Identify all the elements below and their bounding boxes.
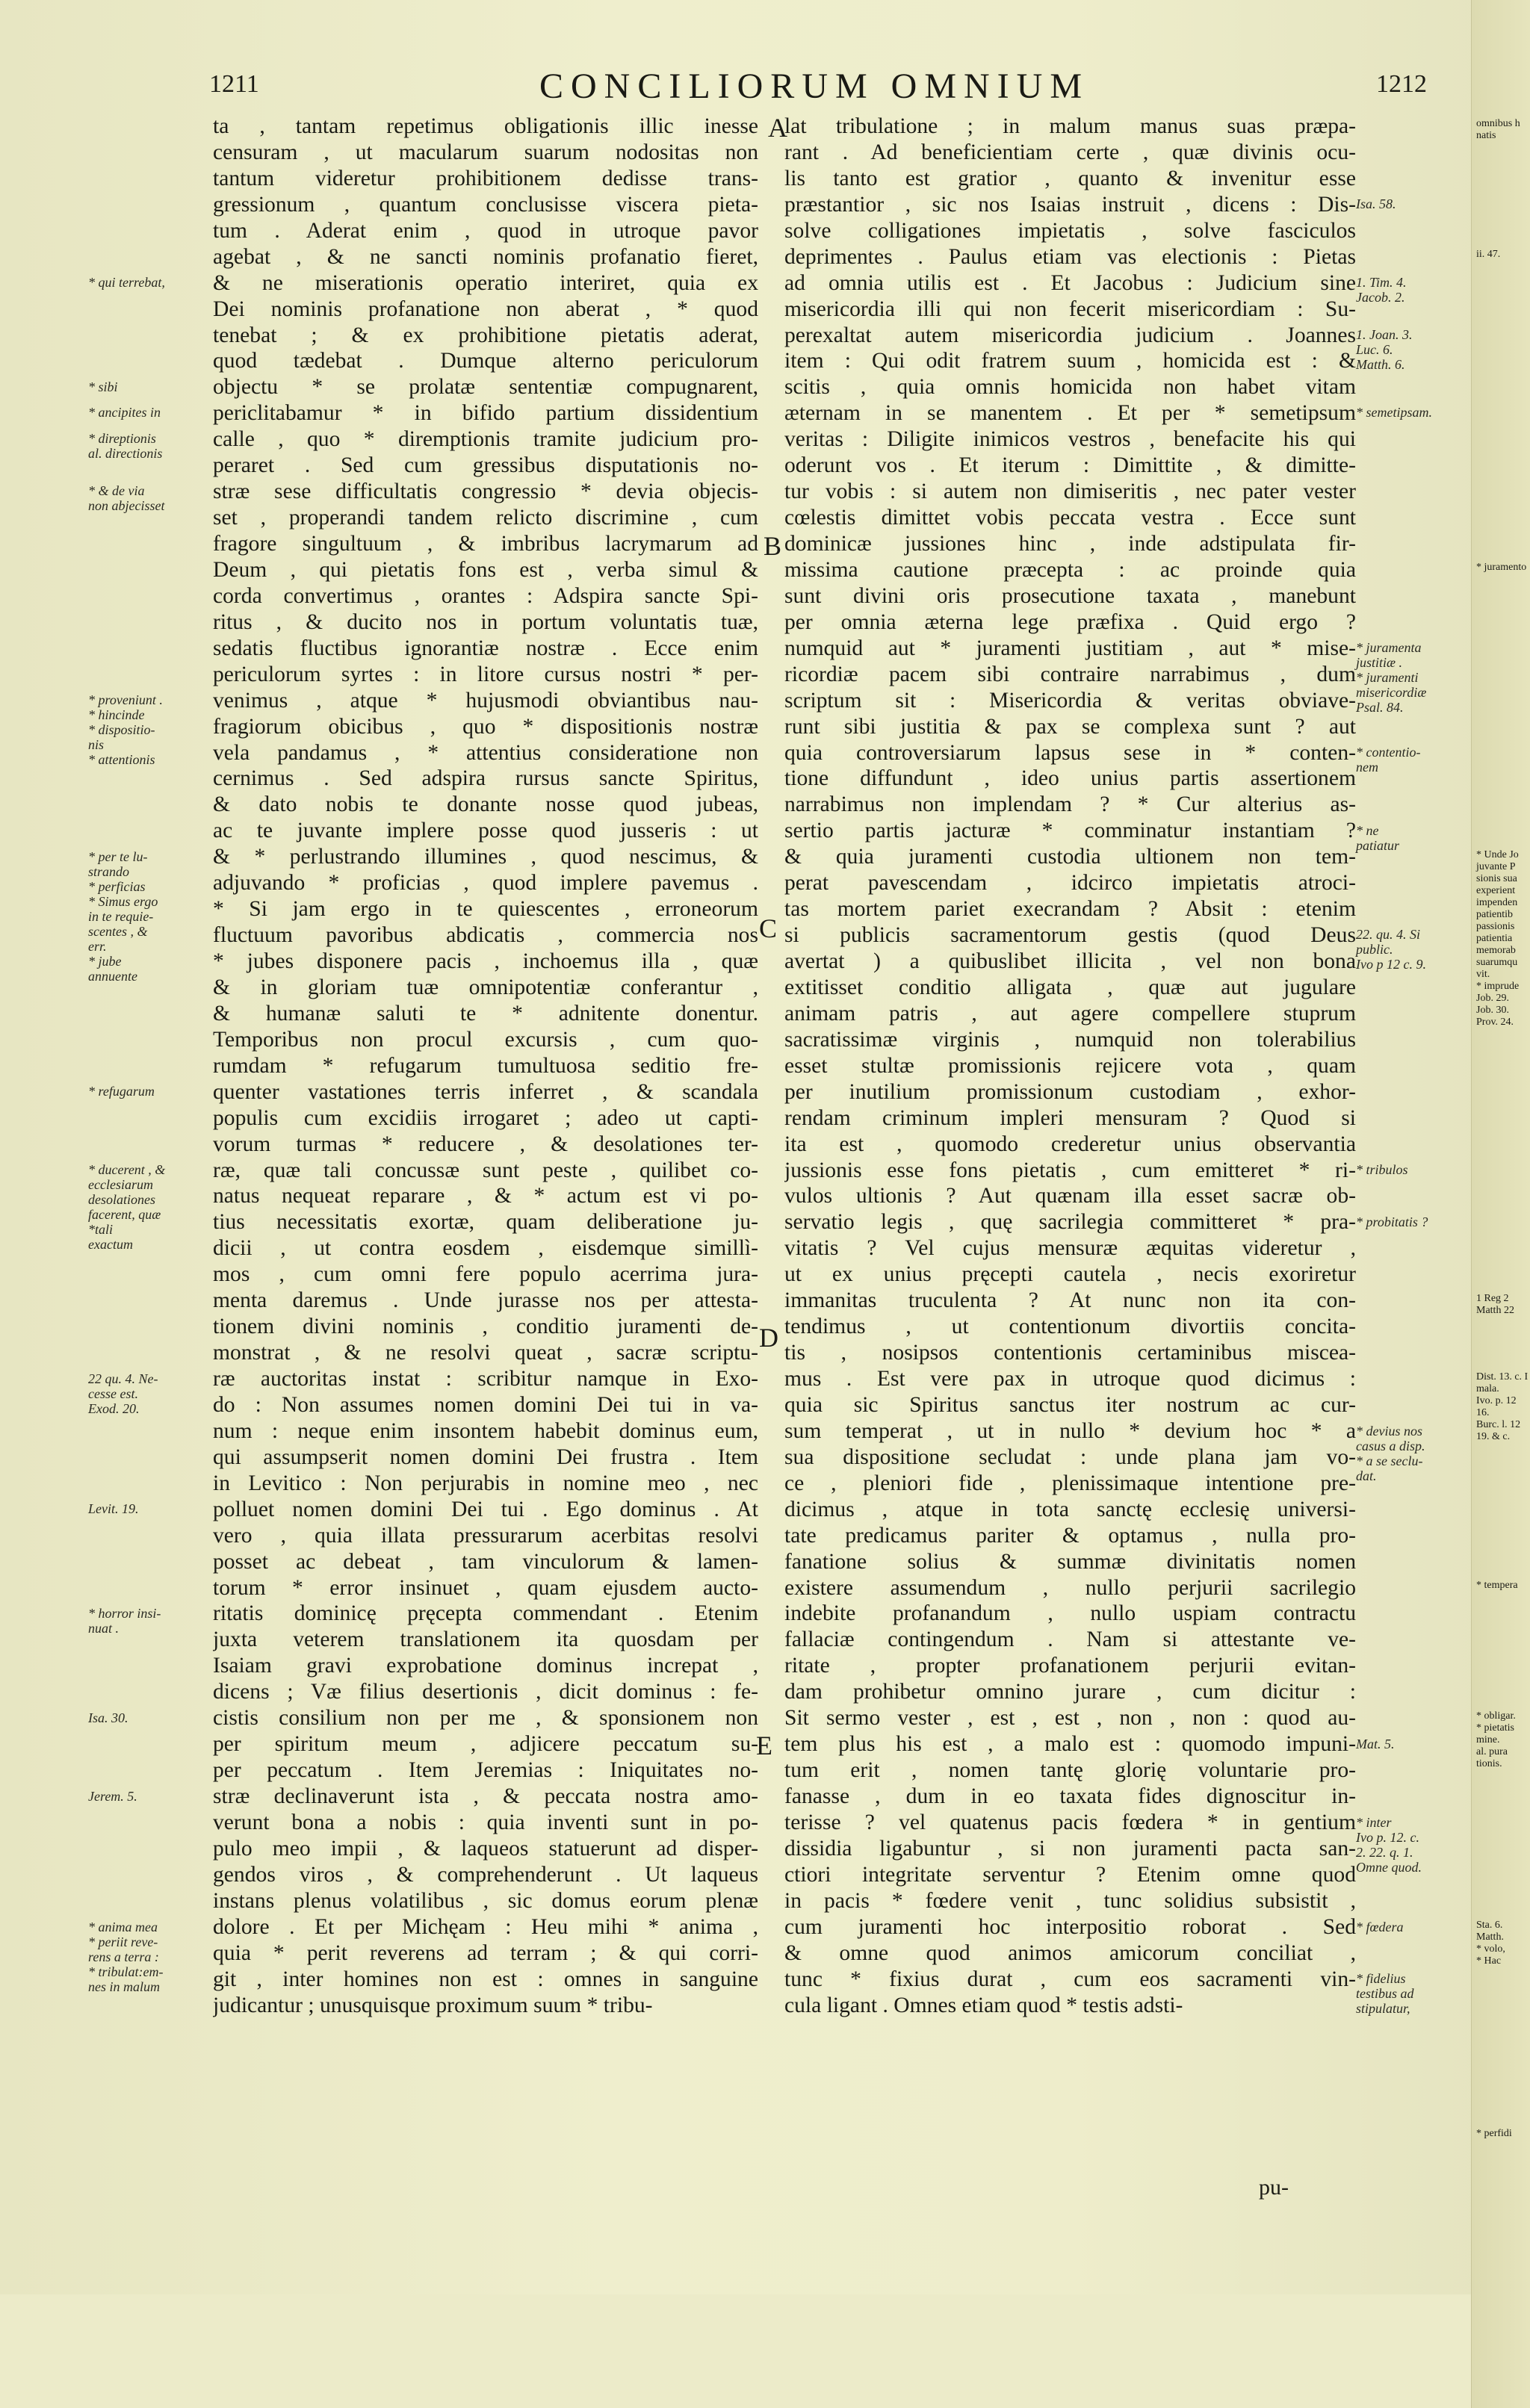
text-line: dicii , ut contra eosdem , eisdemque simillì- <box>213 1236 758 1261</box>
margin-note: * & de via non abjecisset <box>88 483 165 514</box>
text-line: avertat ) a quibuslibet illicita , vel non bona <box>784 949 1356 973</box>
text-line: Sit sermo vester , est , est , non , non : quod au- <box>784 1706 1356 1731</box>
margin-note: * contentio- nem <box>1356 744 1421 775</box>
text-line: perexaltat autem misericordia judicium . Joannes <box>784 323 1356 347</box>
text-line: Dei nominis profanatione non aberat , * quod <box>213 297 758 321</box>
margin-note: * semetipsam. <box>1356 405 1432 421</box>
text-line: quenter vastationes terris inferret , & scandala <box>213 1079 758 1104</box>
text-line: peraret . Sed cum gressibus disputationis no- <box>213 453 758 478</box>
margin-note: * juramenta justitiæ . * juramenti misericordiæ Psal. 84. <box>1356 640 1427 715</box>
text-line: tum erit , nomen tantę glorię voluntarie pro- <box>784 1758 1356 1783</box>
text-line: rumdam * refugarum tumultuosa seditio fre- <box>213 1053 758 1078</box>
margin-note: * per te lu- strando * perficias * Simus ergo in te requie- scentes , & err. * jube annuente <box>88 848 158 984</box>
text-line: tunc * fixius durat , cum eos sacramenti vin- <box>784 1967 1356 1991</box>
text-line: runt sibi justitia & pax se complexa sunt ? aut <box>784 714 1356 739</box>
text-line: sum temperat , ut in nullo * devium hoc * a <box>784 1418 1356 1443</box>
text-line: mos , cum omni fere populo acerrima jura- <box>213 1262 758 1287</box>
text-line: stræ sese difficultatis congressio * devia objecis- <box>213 480 758 504</box>
edge-fragment: * Unde Jo juvante P sionis sua experient impenden patientib passionis patientia memorab suarumqu vit. * imprude Job. 29. Job. 30. Prov. 24. <box>1476 848 1520 1028</box>
text-line: ritate , propter profanationem perjurii evitan- <box>784 1654 1356 1678</box>
text-line: tum . Aderat enim , quod in utroque pavor <box>213 218 758 243</box>
text-line: & in gloriam tuæ omnipotentiæ conferantur , <box>213 975 758 999</box>
text-line: venimus , atque * hujusmodi obviantibus nau- <box>213 688 758 713</box>
margin-note: Isa. 58. <box>1356 196 1396 211</box>
section-letter-a: A <box>768 113 787 143</box>
text-line: cernimus . Sed adspira rursus sancte Spiritus, <box>213 766 758 791</box>
margin-note: * inter Ivo p. 12. c. 2. 22. q. 1. Omne quod. <box>1356 1814 1422 1875</box>
text-line: veritas : Diligite inimicos vestros , benefacite his qui <box>784 427 1356 452</box>
margin-note: * ducerent , & ecclesiarum desolationes facerent, quæ *tali exactum <box>88 1162 166 1252</box>
text-line: quia sic Spiritus sanctus iter nostrum ac cur- <box>784 1392 1356 1417</box>
text-line: rendam criminum impleri mensuram ? Quod si <box>784 1105 1356 1130</box>
text-line: narrabimus non implendam ? * Cur alterius as- <box>784 792 1356 817</box>
text-line: menta daremus . Unde jurasse nos per attesta- <box>213 1288 758 1313</box>
running-title: CONCILIORUM OMNIUM <box>539 66 1089 106</box>
text-line: servatio legis , quę sacrilegia committeret * pra- <box>784 1210 1356 1235</box>
text-line: qui assumpserit nomen domini Dei frustra . Item <box>213 1445 758 1469</box>
text-line: ritus , & ducito nos in portum voluntatis tuæ, <box>213 609 758 634</box>
text-line: perat pavescendam , idcirco impietatis atroci- <box>784 871 1356 896</box>
text-line: existere assumendum , nullo perjurii sacrilegio <box>784 1575 1356 1600</box>
margin-note: Jerem. 5. <box>88 1788 137 1804</box>
text-line: & quia juramenti custodia ultionem non tem- <box>784 845 1356 869</box>
text-line: misericordia illi qui non fecerit misericordiam : Su- <box>784 297 1356 321</box>
text-line: mus . Est vere pax in utroque quod dicimus : <box>784 1367 1356 1391</box>
edge-fragment: * tempera <box>1476 1580 1518 1592</box>
margin-note: * devius nos casus a disp. * a se seclu- dat. <box>1356 1423 1425 1483</box>
text-line: pulo meo impii , & laqueos statuerunt ad disper- <box>213 1836 758 1861</box>
text-line: sertio partis jacturæ * comminatur instantiam ? <box>784 819 1356 843</box>
text-line: & omne quod animos amicorum conciliat , <box>784 1940 1356 1965</box>
text-line: calle , quo * diremptionis tramite judicium pro- <box>213 427 758 452</box>
text-line: ut ex unius pręcepti cautela , necis exoriretur <box>784 1262 1356 1287</box>
text-line: gressionum , quantum conclusisse viscera pieta- <box>213 192 758 217</box>
text-line: & * perlustrando illumines , quod nescimus, & <box>213 845 758 869</box>
text-line: tenebat ; & ex prohibitione pietatis aderat, <box>213 323 758 347</box>
text-line: ritatis dominicę pręcepta commendant . Etenim <box>213 1601 758 1626</box>
text-line: cula ligant . Omnes etiam quod * testis adsti- <box>784 1993 1183 2017</box>
text-line: ac te juvante implere posse quod jusseris : ut <box>213 819 758 843</box>
text-line: vela pandamus , * attentius consideratione non <box>213 740 758 765</box>
text-line: tur vobis : si autem non dimiseritis , nec pater vester <box>784 480 1356 504</box>
text-column-left <box>213 114 758 2018</box>
text-line: agebat , & ne sancti nominis profanatio fieret, <box>213 244 758 269</box>
edge-fragment: Sta. 6. Matth. * volo, * Hac <box>1476 1919 1505 1967</box>
text-line: fanatione solius & summæ divinitatis nomen <box>784 1549 1356 1574</box>
text-line: quod tædebat . Dumque alterno periculorum <box>213 349 758 373</box>
text-line: per peccatum . Item Jeremias : Iniquitates no- <box>213 1758 758 1783</box>
margin-note: * tribulos <box>1356 1162 1408 1177</box>
text-line: * jubes disponere pacis , inchoemus illa , quæ <box>213 949 758 973</box>
text-line: & ne miserationis operatio interiret, quia ex <box>213 270 758 295</box>
margin-note: * qui terrebat, <box>88 274 165 290</box>
edge-fragment: * perfidi <box>1476 2128 1512 2140</box>
text-line: set , properandi tandem relicto discrimine , cum <box>213 506 758 530</box>
margin-note: 1. Joan. 3. Luc. 6. Matth. 6. <box>1356 326 1413 372</box>
text-line: per inutilium promissionum custodiam , exhor- <box>784 1079 1356 1104</box>
text-line: scriptum sit : Misericordia & veritas obviave- <box>784 688 1356 713</box>
text-line: per omnia æterna lege præfixa . Quid ergo ? <box>784 609 1356 634</box>
text-line: juxta veterem translationem ita quosdam per <box>213 1627 758 1652</box>
text-line: ad omnia utilis est . Et Jacobus : Judicium sine <box>784 270 1356 295</box>
margin-note: 1. Tim. 4. Jacob. 2. <box>1356 274 1407 305</box>
text-line: oderunt vos . Et iterum : Dimittite , & dimitte- <box>784 453 1356 478</box>
text-line: terisse ? vel quatenus pacis fœdera * in gentium <box>784 1810 1356 1834</box>
text-line: posset ac debeat , tam vinculorum & lamen- <box>213 1549 758 1574</box>
text-line: scitis , quia omnis homicida non habet vitam <box>784 375 1356 400</box>
text-line: natus nequeat reparare , & * actum est vi po- <box>213 1184 758 1208</box>
margin-note: * probitatis ? <box>1356 1214 1428 1229</box>
section-letter-b: B <box>764 531 782 561</box>
edge-fragment: omnibus h natis <box>1476 118 1520 141</box>
margin-note: * refugarum <box>88 1084 155 1099</box>
text-line: git , inter homines non est : omnes in sanguine <box>213 1967 758 1991</box>
text-line: sua dispositione secludat : unde plana jam vo- <box>784 1445 1356 1469</box>
catchword: pu- <box>1259 2175 1289 2200</box>
text-line: deprimentes . Paulus etiam vas electionis : Pietas <box>784 244 1356 269</box>
margin-note: * sibi <box>88 379 118 394</box>
text-line: sedatis fluctibus ignorantiæ nostræ . Ecce enim <box>213 636 758 660</box>
column-number-left: 1211 <box>209 70 259 98</box>
text-line: rant . Ad beneficientiam certe , quæ divinis ocu- <box>784 140 1356 164</box>
section-letter-e: E <box>756 1731 772 1760</box>
text-line: fragore singultuum , & imbribus lacrymarum ad <box>213 532 758 556</box>
text-line: dicimus , atque in tota sanctę ecclesię universi- <box>784 1497 1356 1521</box>
text-line: tate predicamus pariter & optamus , nulla pro- <box>784 1523 1356 1548</box>
text-line: tas mortem pariet execrandam ? Absit : etenim <box>784 897 1356 922</box>
text-line: vorum turmas * reducere , & desolationes ter- <box>213 1132 758 1156</box>
text-line: præstantior , sic nos Isaias instruit , dicens : Dis- <box>784 192 1356 217</box>
text-line: ricordiæ pacem sibi contraire narrabimus , dum <box>784 662 1356 686</box>
margin-note: * ancipites in <box>88 405 161 421</box>
text-line: vulos ultionis ? Aut quænam illa esset sacræ ob- <box>784 1184 1356 1208</box>
text-line: numquid aut * juramenti justitiam , aut * mise- <box>784 636 1356 660</box>
text-line: indebite profanandum , nullo uspiam contractu <box>784 1601 1356 1626</box>
text-line: quia controversiarum lapsus sese in * conten- <box>784 740 1356 765</box>
text-line: periclitabamur * in bifido partium dissidentium <box>213 401 758 426</box>
edge-fragment: Dist. 13. c. I mala. Ivo. p. 12 16. Burc. l. 12 19. & c. <box>1476 1371 1529 1442</box>
text-line: lis tanto est gratior , quanto & invenitur esse <box>784 166 1356 190</box>
text-line: torum * error insinuet , quam ejusdem aucto- <box>213 1575 758 1600</box>
margin-note: * proveniunt . * hincinde * dispositio- nis * attentionis <box>88 692 163 767</box>
edge-fragment: ii. 47. <box>1476 248 1501 260</box>
edge-fragment: * obligar. * pietatis mine. al. pura tionis. <box>1476 1710 1516 1769</box>
text-line: animam patris , aut agere compellere stuprum <box>784 1001 1356 1025</box>
text-line: fallaciæ contingendum . Nam si attestante ve- <box>784 1627 1356 1652</box>
text-line: missima cautione præcepta : ac proinde quia <box>784 557 1356 582</box>
text-line: dicens ; Væ filius desertionis , dicit dominus : fe- <box>213 1680 758 1704</box>
text-line: judicantur ; unusquisque proximum suum * tribu- <box>213 1993 653 2017</box>
text-line: extitisset conditio alligata , quæ aut jugulare <box>784 975 1356 999</box>
text-line: ræ, quæ tali concussæ sunt peste , quilibet co- <box>213 1158 758 1182</box>
text-line: tem plus his est , a malo est : quomodo impuni- <box>784 1732 1356 1757</box>
text-line: immanitas truculenta ? At nunc non ita con- <box>784 1288 1356 1313</box>
text-line: æternam in se manentem . Et per * semetipsum <box>784 401 1356 426</box>
margin-note: * fidelius testibus ad stipulatur, <box>1356 1971 1414 2017</box>
section-letter-c: C <box>759 913 778 943</box>
text-line: cistis consilium non per me , & sponsionem non <box>213 1706 758 1731</box>
text-line: dolore . Et per Michęam : Heu mihi * anima , <box>213 1914 758 1939</box>
text-line: instans plenus volatilibus , sic domus eorum plenæ <box>213 1888 758 1913</box>
text-line: corda convertimus , orantes : Adspira sancte Spi- <box>213 583 758 608</box>
margin-note: * anima mea * periit reve- rens a terra : * tribulat:em- nes in malum <box>88 1919 164 1994</box>
text-line: fragiorum obicibus , quo * dispositionis nostræ <box>213 714 758 739</box>
text-line: monstrat , & ne resolvi queat , sacræ scriptu- <box>213 1341 758 1365</box>
margin-note: Levit. 19. <box>88 1501 139 1517</box>
text-line: jussionis esse fons pietatis , cum emitteret * ri- <box>784 1158 1356 1182</box>
text-line: tendimus , ut contentionum divortiis concita- <box>784 1315 1356 1339</box>
text-line: cœlestis dimittet vobis peccata vestra . Ecce sunt <box>784 506 1356 530</box>
text-line: periculorum syrtes : in litore cursus nostri * per- <box>213 662 758 686</box>
text-line: dam prohibetur omnino jurare , cum dicitur : <box>784 1680 1356 1704</box>
text-line: verunt bona a nobis : quia inventi sunt in po- <box>213 1810 758 1834</box>
text-line: ræ auctoritas instat : scribitur namque in Exo- <box>213 1367 758 1391</box>
text-line: Temporibus non procul excursis , cum quo- <box>213 1027 758 1052</box>
section-letter-d: D <box>759 1323 778 1353</box>
margin-note: Isa. 30. <box>88 1710 128 1725</box>
text-line: stræ declinaverunt ista , & peccata nostra amo- <box>213 1784 758 1808</box>
text-line: dissidia ligabuntur , si non juramenti pacta san- <box>784 1836 1356 1861</box>
text-line: si publicis sacramentorum gestis (quod Deus <box>784 923 1356 948</box>
margin-note: * fœdera <box>1356 1919 1404 1934</box>
column-number-right: 1212 <box>1376 70 1427 98</box>
text-line: sacratissimæ virginis , numquid non tolerabilius <box>784 1027 1356 1052</box>
text-line: sunt divini oris prosecutione taxata , manebunt <box>784 583 1356 608</box>
text-line: num : neque enim insontem habebit dominus eum, <box>213 1418 758 1443</box>
text-line: tius necessitatis exortæ, quam deliberatione ju- <box>213 1210 758 1235</box>
page-header <box>202 66 1427 111</box>
text-line: in pacis * fœdere venit , tunc solidius subsistit , <box>784 1888 1356 1913</box>
text-line: vitatis ? Vel cujus mensuræ æquitas videretur , <box>784 1236 1356 1261</box>
text-line: gendos viros , & comprehenderunt . Ut laqueus <box>213 1862 758 1887</box>
text-line: polluet nomen domini Dei tui . Ego dominus . At <box>213 1497 758 1521</box>
text-line: esset stultæ promissionis rejicere vota , quam <box>784 1053 1356 1078</box>
text-line: quia * perit reverens ad terram ; & qui corri- <box>213 1940 758 1965</box>
text-line: tione diffundunt , ideo unius partis assertionem <box>784 766 1356 791</box>
text-line: tantum videretur prohibitionem dedisse trans- <box>213 166 758 190</box>
margin-note: 22. qu. 4. Si public. Ivo p 12 c. 9. <box>1356 927 1426 972</box>
text-line: ctiori integritate serventur ? Etenim omne quod <box>784 1862 1356 1887</box>
text-line: per spiritum meum , adjicere peccatum su- <box>213 1732 758 1757</box>
edge-fragment: 1 Reg 2 Matth 22 <box>1476 1292 1514 1316</box>
text-line: lat tribulatione ; in malum manus suas præpa- <box>784 114 1356 138</box>
text-line: in Levitico : Non perjurabis in nomine meo , nec <box>213 1471 758 1495</box>
text-line: item : Qui odit fratrem suum , homicida est : & <box>784 349 1356 373</box>
text-line: & humanæ saluti te * adnitente donentur. <box>213 1001 758 1025</box>
margin-note: Mat. 5. <box>1356 1736 1395 1751</box>
text-line: vero , quia illata pressurarum acerbitas resolvi <box>213 1523 758 1548</box>
margin-note: * ne patiatur <box>1356 822 1400 853</box>
text-line: adjuvando * proficias , quod implere pavemus . <box>213 871 758 896</box>
text-line: * Si jam ergo in te quiescentes , erroneorum <box>213 897 758 922</box>
text-line: fanasse , dum in eo taxata fides dignoscitur in- <box>784 1784 1356 1808</box>
text-line: Deum , qui pietatis fons est , verba simul & <box>213 557 758 582</box>
margin-note: * horror insi- nuat . <box>88 1606 161 1636</box>
margin-note: * direptionis al. directionis <box>88 431 163 462</box>
text-line: ce , pleniori fide , plenissimaque intentione pre- <box>784 1471 1356 1495</box>
text-line: tis , nosipsos contentionis certaminibus miscea- <box>784 1341 1356 1365</box>
text-line: Isaiam gravi exprobatione dominus increpat , <box>213 1654 758 1678</box>
text-line: censuram , ut macularum suarum nodositas non <box>213 140 758 164</box>
text-line: tionem divini nominis , conditio juramenti de- <box>213 1315 758 1339</box>
text-line: objectu * se prolatæ sententiæ compugnarent, <box>213 375 758 400</box>
margin-note: 22 qu. 4. Ne- cesse est. Exod. 20. <box>88 1371 158 1416</box>
adjacent-page-edge <box>1471 0 1530 2408</box>
text-line: ita est , quomodo crederetur unius observantia <box>784 1132 1356 1156</box>
text-column-right <box>784 114 1356 2018</box>
edge-fragment: * juramento <box>1476 562 1527 574</box>
text-line: fluctuum pavoribus abdicatis , commercia nos <box>213 923 758 948</box>
text-line: populis cum excidiis irrogaret ; adeo ut capti- <box>213 1105 758 1130</box>
text-line: cum juramenti hoc interpositio roborat . Sed <box>784 1914 1356 1939</box>
text-line: do : Non assumes nomen domini Dei tui in va- <box>213 1392 758 1417</box>
text-line: solve colligationes impietatis , solve fasciculos <box>784 218 1356 243</box>
text-line: ta , tantam repetimus obligationis illic inesse <box>213 114 758 138</box>
text-line: & dato nobis te donante nosse quod jubeas, <box>213 792 758 817</box>
text-line: dominicæ jussiones hinc , inde adstipulata fir- <box>784 532 1356 556</box>
